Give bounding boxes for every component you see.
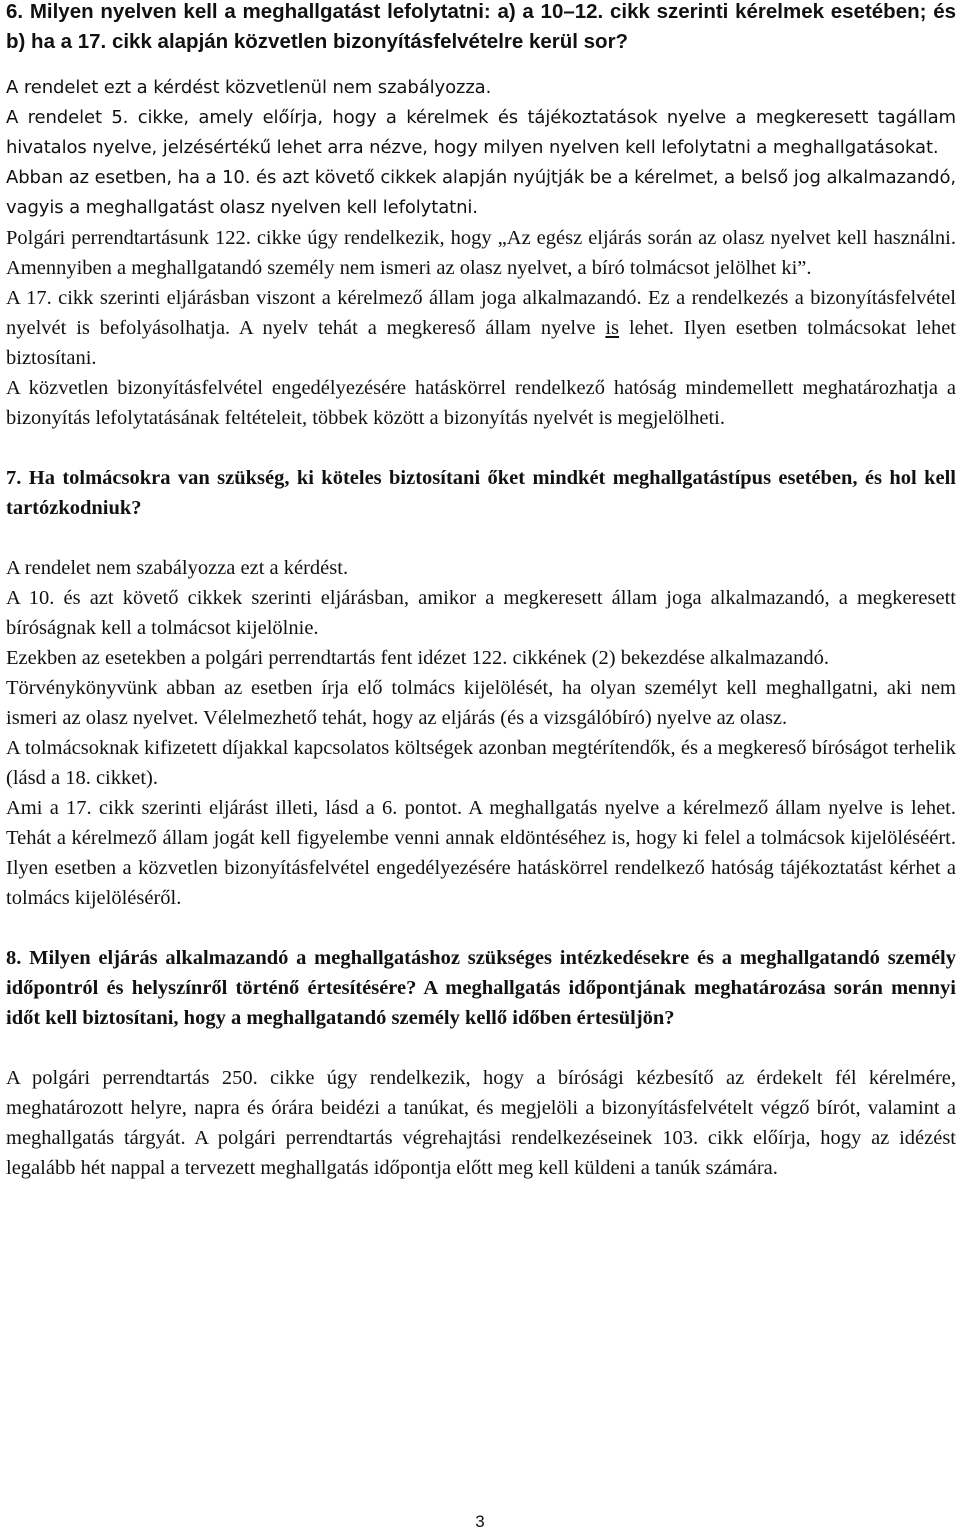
- q7-paragraph-6: Ami a 17. cikk szerinti eljárást illeti, lásd a 6. pontot. A meghallgatás nyelve a kérelmező állam nyelve is lehet. Tehát a kérelmező állam jogát kell figyelembe venni annak eldöntéséhez is, hogy ki felel a tolmácsok kijelöléséért. Ilyen esetben a közvetlen bizonyításfelvétel engedélyezésére hatáskörrel rendelkező hatóság tájékoztatást kérhet a tolmács kijelöléséről.: [6, 797, 956, 909]
- q6-paragraph-1: A rendelet ezt a kérdést közvetlenül nem szabályozza.: [6, 77, 492, 98]
- q6-paragraph-2: A rendelet 5. cikke, amely előírja, hogy a kérelmek és tájékoztatások nyelve a megkeresett tagállam hivatalos nyelve, jelzésértékű lehet arra nézve, hogy milyen nyelven kell lefolytatni a meghallgatásokat.: [6, 107, 956, 158]
- question-7-heading: 7. Ha tolmácsokra van szükség, ki köteles biztosítani őket mindkét meghallgatástípus esetében, és hol kell tartózkodniuk?: [6, 467, 956, 519]
- q7-paragraph-5: A tolmácsoknak kifizetett díjakkal kapcsolatos költségek azonban megtérítendők, és a megkereső bíróságot terhelik (lásd a 18. cikket).: [6, 737, 956, 789]
- q7-paragraph-3: Ezekben az esetekben a polgári perrendtartás fent idézet 122. cikkének (2) bekezdése alkalmazandó.: [6, 647, 830, 669]
- question-6-heading: 6. Milyen nyelven kell a meghallgatást lefolytatni: a) a 10–12. cikk szerinti kérelmek esetében; és b) ha a 17. cikk alapján közvetlen bizonyításfelvételre kerül sor?: [6, 0, 956, 53]
- q6-p5-part-a: A 17. cikk szerinti eljárásban viszont a kérelmező állam joga alkalmazandó. Ez a rendelkezés a bizonyításfelvétel nyelvét is befolyásolhatja. A nyelv tehát a megkereső állam nyelve: [6, 287, 956, 339]
- q7-paragraph-1: A rendelet nem szabályozza ezt a kérdést.: [6, 557, 349, 579]
- q6-paragraph-6: A közvetlen bizonyításfelvétel engedélyezésére hatáskörrel rendelkező hatóság mindemellett meghatározhatja a bizonyítás lefolytatásának feltételeit, többek között a bizonyítás nyelvét is megjelölheti.: [6, 377, 956, 429]
- document-page: [6, 0, 956, 1183]
- question-8-heading: 8. Milyen eljárás alkalmazandó a meghallgatáshoz szükséges intézkedésekre és a meghallgatandó személy időpontról és helyszínről történő értesítésére? A meghallgatás időpontjának meghatározása során mennyi időt kell biztosítani, hogy a meghallgatandó személy kellő időben értesüljön?: [6, 947, 956, 1029]
- q7-paragraph-2: A 10. és azt követő cikkek szerinti eljárásban, amikor a megkeresett állam joga alkalmazandó, a megkeresett bíróságnak kell a tolmácsot kijelölnie.: [6, 587, 956, 639]
- q6-p5-part-b: lehet. Ilyen esetben tolmácsokat lehet biztosítani.: [6, 317, 956, 369]
- page-number: 3: [475, 1512, 485, 1531]
- q6-paragraph-5: [6, 283, 956, 373]
- q6-paragraph-3: Abban az esetben, ha a 10. és azt követő cikkek alapján nyújtják be a kérelmet, a belső jog alkalmazandó, vagyis a meghallgatást olasz nyelven kell lefolytatni.: [6, 167, 956, 218]
- q6-p5-underlined: is: [605, 317, 620, 339]
- q6-paragraph-4: Polgári perrendtartásunk 122. cikke úgy rendelkezik, hogy „Az egész eljárás során az olasz nyelvet kell használni. Amennyiben a meghallgatandó személy nem ismeri az olasz nyelvet, a bíró tolmácsot jelölhet ki”.: [6, 227, 956, 279]
- q8-paragraph-1: A polgári perrendtartás 250. cikke úgy rendelkezik, hogy a bírósági kézbesítő az érdekelt fél kérelmére, meghatározott helyre, napra és órára beidézi a tanúkat, és megjelöli a bizonyításfelvételt végző bírót, valamint a meghallgatás tárgyát. A polgári perrendtartás végrehajtási rendelkezéseinek 103. cikk előírja, hogy az idézést legalább hét nappal a tervezett meghallgatás időpontja előtt meg kell küldeni a tanúk számára.: [6, 1067, 956, 1179]
- q7-paragraph-4: Törvénykönyvünk abban az esetben írja elő tolmács kijelölését, ha olyan személyt kell meghallgatni, aki nem ismeri az olasz nyelvet. Vélelmezhető tehát, hogy az eljárás (és a vizsgálóbíró) nyelve az olasz.: [6, 677, 956, 729]
